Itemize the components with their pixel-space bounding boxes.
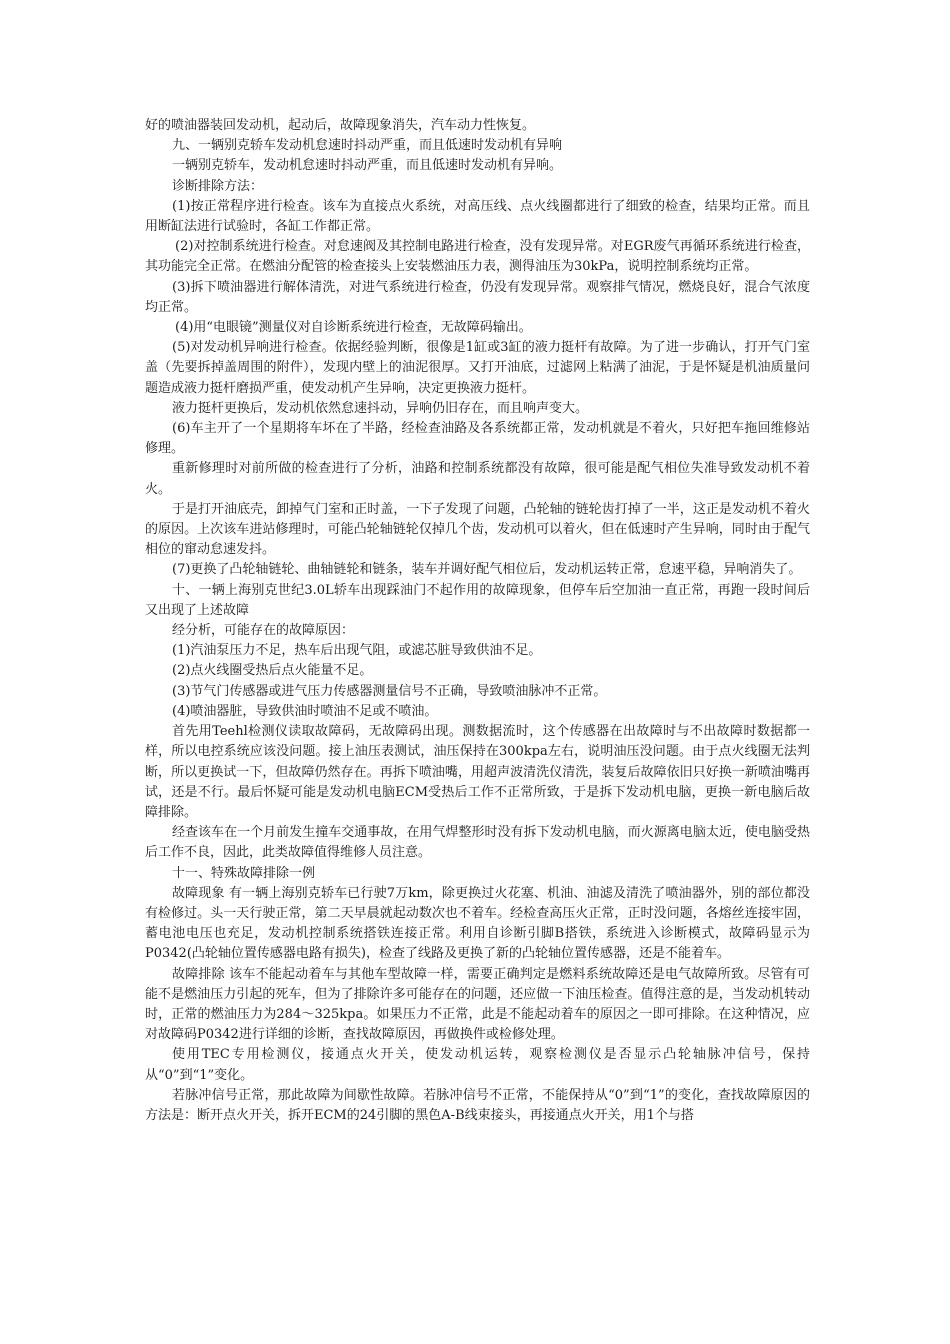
paragraph: 重新修理时对前所做的检查进行了分析，油路和控制系统都没有故障，很可能是配气相位失准导致发动机不着火。: [145, 461, 810, 497]
paragraph: (7)更换了凸轮轴链轮、曲轴链轮和链条，装车并调好配气相位后，发动机运转正常，怠速平稳，异响消失了。: [172, 562, 802, 578]
paragraph: 经查该车在一个月前发生撞车交通事故，在用气焊整形时没有拆下发动机电脑，而火源离电脑太近，使电脑受热后工作不良，因此，此类故障值得维修人员注意。: [145, 825, 810, 861]
paragraph: 经分析，可能存在的故障原因：: [172, 623, 355, 639]
paragraph: (3)节气门传感器或进气压力传感器测量信号不正确，导致喷油脉冲不正常。: [172, 683, 607, 699]
document-body: [145, 116, 810, 1126]
paragraph: 首先用Teehl检测仪读取故障码，无故障码出现。测数据流时，这个传感器在出故障时与不出故障时数据都一样，所以电控系统应该没问题。接上油压表测试，油压保持在300kpa左右，说明油压没问题。由于点火线圈无法判断，所以更换试一下，但故障仍然存在。再拆下喷油嘴，用超声波清洗仪清洗，装复后故障依旧只好换一新喷油嘴再试，还是不行。最后怀疑可能是发动机电脑ECM受热后工作不正常所致，于是拆下发动机电脑，更换一新电脑后故障排除。: [145, 724, 810, 820]
paragraph: (4)喷油器脏，导致供油时喷油不足或不喷油。: [172, 703, 438, 719]
paragraph: 液力挺杆更换后，发动机依然怠速抖动，异响仍旧存在，而且响声变大。: [172, 400, 589, 416]
paragraph: (4)用“电眼镜”测量仪对自诊断系统进行检查，无故障码输出。: [175, 320, 532, 336]
paragraph: (5)对发动机异响进行检查。依据经验判断，很像是1缸或3缸的液力挺杆有故障。为了进一步确认，打开气门室盖（先要拆掉盖周围的附件），发现内壁上的油泥很厚。又打开油底，过滤网上粘满了油泥，于是怀疑是机油质量问题造成液力挺杆磨损严重，使发动机产生异响，决定更换液力挺杆。: [145, 340, 810, 396]
paragraph: 一辆别克轿车，发动机怠速时抖动严重，而且低速时发动机有异响。: [172, 158, 563, 174]
paragraph: 诊断排除方法：: [172, 178, 264, 194]
paragraph: 十一、特殊故障排除一例: [172, 865, 316, 881]
paragraph: (6)车主开了一个星期将车坏在了半路，经检查油路及各系统都正常，发动机就是不着火，只好把车拖回维修站修理。: [145, 421, 810, 457]
paragraph: 九、一辆别克轿车发动机怠速时抖动严重，而且低速时发动机有异响: [172, 138, 563, 154]
paragraph: 故障现象 有一辆上海别克轿车已行驶7万km，除更换过火花塞、机油、油滤及清洗了喷油器外，别的部位都没有检修过。头一天行驶正常，第二天早晨就起动数次也不着车。经检查高压火正常，正时没问题，各熔丝连接牢固，蓄电池电压也充足，发动机控制系统搭铁连接正常。利用自诊断引脚B搭铁，系统进入诊断模式，故障码显示为P0342(凸轮轴位置传感器电路有损失)，检查了线路及更换了新的凸轮轴位置传感器，还是不能着车。: [145, 885, 810, 962]
paragraph: (1)按正常程序进行检查。该车为直接点火系统，对高压线、点火线圈都进行了细致的检查，结果均正常。而且用断缸法进行试验时，各缸工作都正常。: [145, 198, 810, 235]
paragraph: 于是打开油底壳，卸掉气门室和正时盖，一下子发现了问题，凸轮轴的链轮齿打掉了一半，这正是发动机不着火的原因。上次该车进站修理时，可能凸轮轴链轮仅掉几个齿，发动机可以着火，但在低速时产生异响，同时由于配气相位的窜动怠速发抖。: [145, 501, 810, 558]
paragraph: 十、一辆上海别克世纪3.0L轿车出现踩油门不起作用的故障现象，但停车后空加油一直正常，再跑一段时间后又出现了上述故障: [145, 582, 810, 618]
paragraph: 使用TEC专用检测仪，接通点火开关，使发动机运转，观察检测仪是否显示凸轮轴脉冲信号，保持从“0”到“1”变化。: [145, 1047, 810, 1083]
paragraph: (3)拆下喷油器进行解体清洗，对进气系统进行检查，仍没有发现异常。观察排气情况，燃烧良好，混合气浓度均正常。: [145, 279, 810, 315]
paragraph: 好的喷油器装回发动机，起动后，故障现象消失，汽车动力性恢复。: [145, 118, 536, 133]
paragraph: (2)对控制系统进行检查。对怠速阀及其控制电路进行检查，没有发现异常。对EGR废气再循环系统进行检查，其功能完全正常。在燃油分配管的检查接头上安装燃油压力表，测得油压为30kPa，说明控制系统均正常。: [145, 239, 810, 275]
paragraph: (2)点火线圈受热后点火能量不足。: [172, 663, 373, 679]
paragraph: 若脉冲信号正常，那此故障为间歇性故障。若脉冲信号不正常，不能保持从“0”到“1”的变化，查找故障原因的方法是：断开点火开关，拆开ECM的24引脚的黑色A-B线束接头，再接通点火开关，用1个与搭: [145, 1087, 810, 1123]
paragraph: (1)汽油泵压力不足，热车后出现气阻，或滤芯脏导致供油不足。: [172, 643, 542, 659]
paragraph: 故障排除 该车不能起动着车与其他车型故障一样，需要正确判定是燃料系统故障还是电气故障所致。尽管有可能不是燃油压力引起的死车，但为了排除许多可能存在的问题，还应做一下油压检查。值得注意的是，当发动机转动时，正常的燃油压力为284～325kpa。如果压力不正常，此是不能起动着车的原因之一即可排除。在这种情况，应对故障码P0342进行详细的诊断，查找故障原因，再做换件或检修处理。: [145, 966, 810, 1043]
